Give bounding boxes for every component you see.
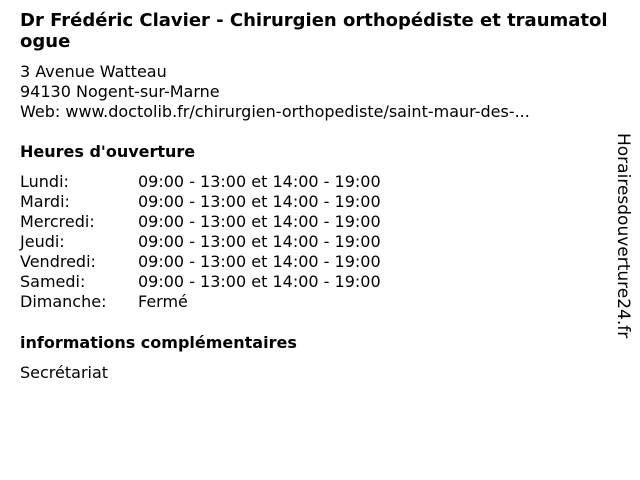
hours-row xyxy=(20,212,610,232)
hours-row xyxy=(20,272,610,292)
page-title: Dr Frédéric Clavier - Chirurgien orthopédiste et traumatologue xyxy=(20,10,608,52)
address-city: 94130 Nogent-sur-Marne xyxy=(20,82,220,101)
info-text: Secrétariat xyxy=(20,363,109,382)
hours-day-label: Vendredi: xyxy=(20,252,96,271)
address-block xyxy=(20,62,610,122)
hours-time-value: 09:00 - 13:00 et 14:00 - 19:00 xyxy=(138,172,381,191)
watermark-text: Horairesdouverture24.fr xyxy=(613,133,633,339)
hours-day-label: Jeudi: xyxy=(20,232,65,251)
hours-row xyxy=(20,172,610,192)
hours-time-value: Fermé xyxy=(138,292,188,311)
hours-day-label: Samedi: xyxy=(20,272,86,291)
site-watermark xyxy=(611,133,635,343)
hours-time-value: 09:00 - 13:00 et 14:00 - 19:00 xyxy=(138,272,381,291)
hours-time-value: 09:00 - 13:00 et 14:00 - 19:00 xyxy=(138,192,381,211)
hours-row xyxy=(20,192,610,212)
hours-table xyxy=(20,172,610,312)
listing-card xyxy=(20,10,610,383)
hours-row xyxy=(20,252,610,272)
hours-day-label: Lundi: xyxy=(20,172,69,191)
website-link[interactable]: Web: www.doctolib.fr/chirurgien-orthopediste/saint-maur-des-... xyxy=(20,102,530,121)
hours-row xyxy=(20,292,610,312)
hours-time-value: 09:00 - 13:00 et 14:00 - 19:00 xyxy=(138,232,381,251)
hours-day-label: Dimanche: xyxy=(20,292,107,311)
hours-heading: Heures d'ouverture xyxy=(20,142,196,161)
hours-day-label: Mardi: xyxy=(20,192,70,211)
hours-day-label: Mercredi: xyxy=(20,212,95,231)
hours-time-value: 09:00 - 13:00 et 14:00 - 19:00 xyxy=(138,212,381,231)
hours-row xyxy=(20,232,610,252)
hours-time-value: 09:00 - 13:00 et 14:00 - 19:00 xyxy=(138,252,381,271)
address-street: 3 Avenue Watteau xyxy=(20,62,167,81)
info-heading: informations complémentaires xyxy=(20,333,297,352)
